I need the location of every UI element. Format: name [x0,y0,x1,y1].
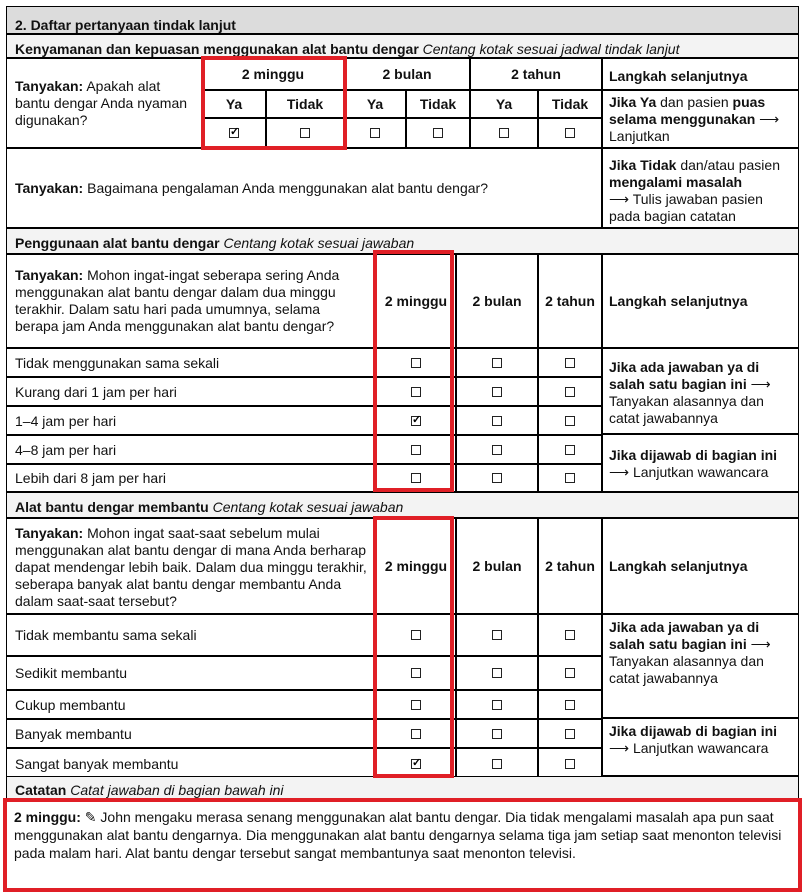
checkbox[interactable] [492,473,502,483]
checkbox-cell[interactable] [456,719,538,748]
question-text: Mohon ingat saat-saat sebelum mulai menggunakan alat bantu dengar di mana Anda berharap dapat mendengar lebih baik. Dalam dua minggu terakhir, seberapa banyak alat bantu dengar membantu Anda dalam saat-saat tersebut? [15,525,367,609]
next-step-yes [602,90,799,148]
arrow-right-icon: ⟶ [609,191,630,207]
next-no-bold2: mengalami masalah [609,174,743,190]
option-label: 1–4 jam per hari [6,406,376,435]
question-text: Apakah alat bantu dengar Anda nyaman digunakan? [15,77,188,128]
next-reason-text: Tanyakan alasannya dan catat jawabannya [609,653,764,686]
period-label: 2 tahun [511,66,561,82]
ask-label: Tanyakan: [15,525,84,541]
highlight-frame [373,250,454,492]
part1-question1 [6,58,202,148]
checkbox-cell[interactable] [456,690,538,719]
question-text: Mohon ingat-ingat seberapa sering Anda menggunakan alat bantu dengar dalam dua minggu terakhir. Dalam satu hari pada umumnya, selama berapa jam Anda menggunakan alat bantu dengar? [15,267,340,334]
checkbox-cell[interactable] [538,377,602,406]
checkbox[interactable] [565,700,575,710]
option-label: Tidak menggunakan sama sekali [6,348,376,377]
checkbox[interactable] [492,759,502,769]
next-no-action: Tulis jawaban pasien pada bagian catatan [609,191,763,224]
next-yes-bold: Jika Ya [609,94,657,110]
next-steps-header [602,58,799,90]
checkbox[interactable] [492,668,502,678]
checkbox[interactable] [492,445,502,455]
period-label: 2 tahun [545,558,595,574]
next-continue-text: Lanjutkan wawancara [632,464,769,480]
part3-title: Alat bantu dengar membantu [15,499,209,515]
option-label: Sangat banyak membantu [6,748,376,780]
option-label: Tidak membantu sama sekali [6,614,376,656]
checkbox-cell[interactable] [456,348,538,377]
yes-label: Ya [495,96,513,112]
notes-prefix: 2 minggu: [14,809,81,825]
checkbox[interactable] [492,700,502,710]
next-continue-bold: Jika dijawab di bagian ini [609,723,778,739]
part2-title: Penggunaan alat bantu dengar [15,235,220,251]
notes-hint: Catat jawaban di bagian bawah ini [70,782,284,798]
period-label: 2 minggu [384,558,448,574]
next-steps-header [602,518,799,614]
next-reason-bold: Jika ada jawaban ya di salah satu bagian ini [609,619,760,652]
section-title [6,6,799,34]
part2-hint: Centang kotak sesuai jawaban [223,235,415,251]
checkbox-cell[interactable] [456,406,538,435]
checkbox-cell[interactable] [456,377,538,406]
arrow-right-icon: ⟶ [609,464,630,480]
checkbox[interactable] [565,416,575,426]
next-reason-text: Tanyakan alasannya dan catat jawabannya [609,393,764,426]
next-steps-header [602,254,799,348]
option-label: 4–8 jam per hari [6,435,376,464]
next-steps-label: Langkah selanjutnya [609,293,748,309]
checkbox[interactable] [565,473,575,483]
notes-title: Catatan [15,782,67,798]
no-header [406,90,470,118]
no-label: Tidak [551,96,589,112]
option-label: Kurang dari 1 jam per hari [6,377,376,406]
arrow-right-icon: ⟶ [750,376,771,392]
checkbox[interactable] [433,128,443,138]
next-step-no [602,148,799,228]
checkbox-cell[interactable] [344,118,406,148]
yes-label: Ya [225,96,243,112]
next-steps-label: Langkah selanjutnya [609,68,748,84]
checkbox[interactable] [492,387,502,397]
period-header-2-tahun [538,518,602,614]
checkbox[interactable] [565,759,575,769]
part3-question [6,518,376,614]
next-continue-text: Lanjutkan wawancara [632,740,769,756]
checkbox[interactable] [370,128,380,138]
period-label: 2 tahun [545,293,595,309]
next-yes-text: dan pasien [660,94,729,110]
next-yes-action: Lanjutkan [609,128,670,144]
no-label: Tidak [419,96,457,112]
part1-header [6,34,799,58]
yes-label: Ya [366,96,384,112]
period-header-2-bulan [456,254,538,348]
option-label: Sedikit membantu [6,656,376,690]
checkbox-cell[interactable] [456,435,538,464]
yes-header [470,90,538,118]
yes-header [344,90,406,118]
part2-question [6,254,376,348]
option-label: Lebih dari 8 jam per hari [6,464,376,492]
highlight-frame [3,798,802,892]
part1-title: Kenyamanan dan kepuasan menggunakan alat bantu dengar [15,41,419,57]
period-header-2-tahun [538,254,602,348]
checkbox-cell[interactable] [538,464,602,492]
checkbox[interactable] [565,630,575,640]
next-step-reason [602,614,799,718]
arrow-right-icon: ⟶ [759,111,780,127]
checkbox-cell[interactable] [538,614,602,656]
checkbox-cell[interactable] [538,348,602,377]
arrow-right-icon: ⟶ [609,740,630,756]
checkbox[interactable] [565,128,575,138]
checkbox[interactable] [565,445,575,455]
highlight-frame [373,516,454,778]
period-label: 2 bulan [382,66,432,82]
checkbox-cell[interactable] [470,118,538,148]
checkbox[interactable] [492,729,502,739]
period-header-2-bulan [456,518,538,614]
next-continue-bold: Jika dijawab di bagian ini [609,447,778,463]
checkbox-cell[interactable] [456,656,538,690]
checkbox[interactable] [492,630,502,640]
notes-text: John mengaku merasa senang menggunakan alat bantu dengar. Dia tidak mengalami masalah apa pun saat menggunakan alat bantu dengarnya. Dia menggunakan alat bantu dengarnya selama tiga jam setiap saat menonton televisi pada malam hari. Alat bantu dengar tersebut sangat membantunya saat menonton televisi. [14,809,782,861]
next-step-continue [602,718,799,776]
checkbox-cell[interactable] [406,118,470,148]
ask-label: Tanyakan: [15,77,84,94]
next-step-reason [602,348,799,434]
checkbox[interactable] [492,416,502,426]
checkbox[interactable] [492,358,502,368]
no-header [538,90,602,118]
checkbox[interactable] [565,387,575,397]
pencil-icon: ✎ [84,809,97,825]
checkbox-cell[interactable] [538,118,602,148]
checkbox-cell[interactable] [538,656,602,690]
checkbox-cell[interactable] [456,464,538,492]
checkbox[interactable] [499,128,509,138]
part3-hint: Centang kotak sesuai jawaban [212,499,404,515]
checkbox-cell[interactable] [538,406,602,435]
ask-label: Tanyakan: [15,179,84,196]
checkbox-cell[interactable] [456,614,538,656]
question-text: Bagaimana pengalaman Anda menggunakan alat bantu dengar? [87,179,488,196]
arrow-right-icon: ⟶ [750,636,771,652]
part3-header [6,492,799,518]
no-label: Tidak [286,96,324,112]
next-no-bold: Jika Tidak [609,157,677,173]
next-step-continue [602,434,799,492]
next-yes-bold2: puas selama menggunakan [609,94,766,127]
period-label: 2 bulan [472,293,522,309]
option-label: Banyak membantu [6,719,376,748]
highlight-frame [201,56,347,150]
checkbox[interactable] [565,358,575,368]
period-label: 2 minggu [241,66,305,82]
checkbox-cell[interactable] [538,690,602,719]
option-label: Cukup membantu [6,690,376,719]
next-steps-label: Langkah selanjutnya [609,558,748,574]
section-title-text: 2. Daftar pertanyaan tindak lanjut [15,17,236,33]
period-label: 2 minggu [384,293,448,309]
checkbox-cell[interactable] [538,435,602,464]
next-no-text: dan/atau pasien [680,157,780,173]
period-header-2-tahun [470,58,602,90]
part1-hint: Centang kotak sesuai jadwal tindak lanjut [422,41,680,57]
ask-label: Tanyakan: [15,267,84,283]
period-header-2-bulan [344,58,470,90]
part1-question2 [6,148,602,228]
checkbox[interactable] [565,668,575,678]
checkbox-cell[interactable] [538,719,602,748]
next-reason-bold: Jika ada jawaban ya di salah satu bagian ini [609,359,760,392]
period-label: 2 bulan [472,558,522,574]
checkbox[interactable] [565,729,575,739]
notes-header [6,776,799,800]
